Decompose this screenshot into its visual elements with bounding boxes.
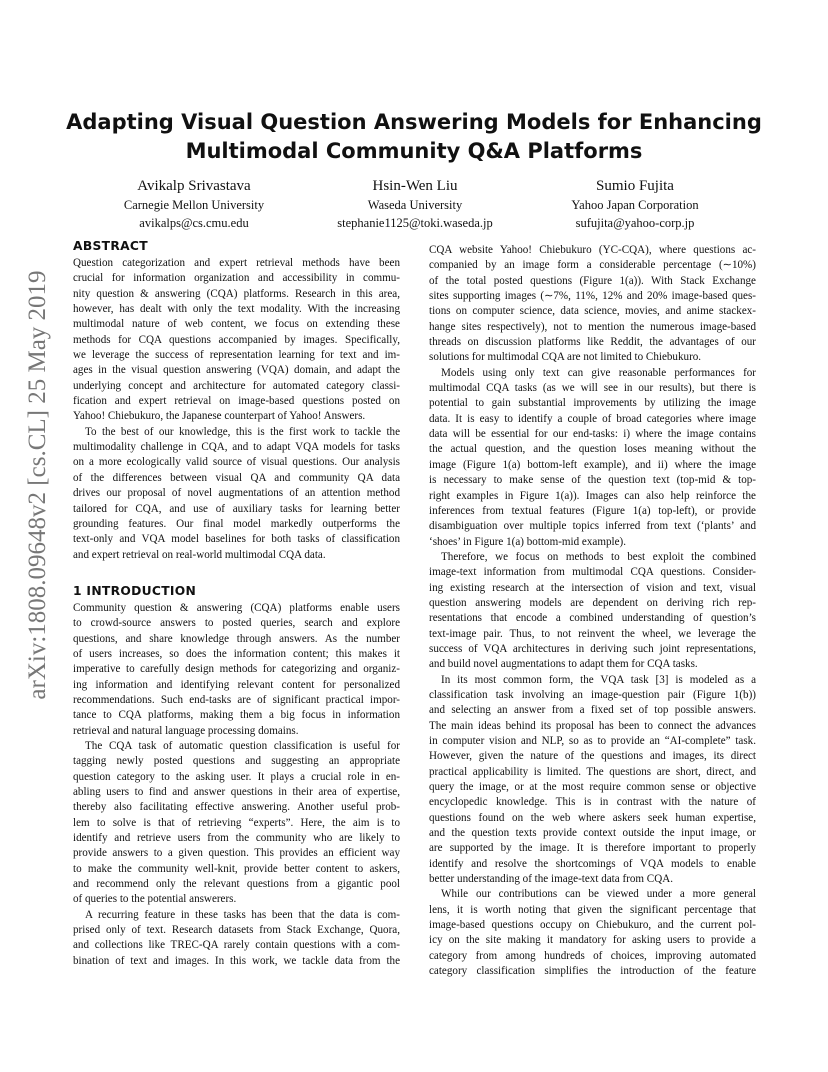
body-line: right examples in Figure 1(a)). Images can also help reinforce the — [429, 489, 756, 502]
intro-line: to make the community well-knit, provide better content to askers, — [73, 862, 400, 875]
body-line: and selecting an answer from a fixed set of top possible answers. — [429, 704, 756, 717]
introduction-heading: 1 INTRODUCTION — [73, 583, 197, 598]
intro-line: ing information and identifying relevant content for personalized — [73, 678, 400, 691]
title-line: Adapting Visual Question Answering Models for Enhancing — [66, 110, 762, 134]
abstract-line: Yahoo! Chiebukuro, the Japanese counterpart of Yahoo! Answers. — [73, 410, 366, 423]
author-block — [520, 176, 750, 232]
body-line: solutions for multimodal CQA are not limited to Chiebukuro. — [429, 351, 702, 364]
body-line: resentations that encode a combined understanding of question’s — [429, 612, 756, 625]
abstract-line: multimodality challenge in CQA, and to adapt VQA models for tasks — [73, 441, 400, 454]
body-line: better understanding of the image-text data from CQA. — [429, 873, 673, 886]
author-affiliation: Carnegie Mellon University — [123, 198, 265, 212]
intro-line: and collections like TREC-QA rarely contain questions with a com- — [73, 939, 400, 952]
body-line: ‘shoes’ in Figure 1(a) bottom-mid example). — [429, 535, 626, 548]
body-line: Therefore, we focus on methods to best exploit the combined — [441, 550, 756, 563]
arxiv-stamp: arXiv:1808.09648v2 [cs.CL] 25 May 2019 — [24, 270, 51, 700]
body-line: practical applicability is limited. The questions are short, direct, and — [429, 765, 756, 778]
intro-line: abling users to find and answer questions in their area of expertise, — [73, 786, 400, 798]
body-line: While our contributions can be viewed under a more general — [441, 888, 756, 901]
author-email: stephanie1125@toki.waseda.jp — [337, 216, 493, 230]
body-line: inferences from textual features (Figure 1(a) top-left), or provide — [429, 504, 756, 517]
abstract-line: drives our proposal of novel augmentations of an attention method — [73, 487, 400, 500]
body-line: classification task involving an image-question pair (Figure 1(b)) — [429, 688, 756, 701]
body-line: disambiguation over multiple topics inferred from text (‘plants’ and — [429, 520, 756, 533]
abstract-line: grounding features. Our final model markedly outperforms the — [73, 517, 400, 530]
author-affiliation: Yahoo Japan Corporation — [571, 198, 699, 212]
body-line: the actual question, and the question loses meaning without the — [429, 443, 756, 456]
abstract-heading: ABSTRACT — [73, 239, 148, 253]
body-line: questions found on the web where askers seek human expertise, — [429, 811, 756, 824]
body-line: The main ideas behind its proposal has been to connect the advances — [429, 719, 756, 732]
intro-line: questions, and share knowledge through answers. As the number — [73, 632, 400, 645]
author-email: sufujita@yahoo-corp.jp — [575, 216, 695, 230]
body-line: ing existing research at the intersection of vision and text, visual — [429, 581, 756, 594]
body-line: are supported by the image. It is therefore important to properly — [429, 842, 756, 855]
body-line: question answering models are dependent on deriving rich rep- — [429, 596, 756, 609]
intro-line: retrieval and natural language processing domains. — [73, 724, 299, 737]
intro-line: of users increases, so does the information content; this makes it — [73, 647, 400, 660]
body-line: Models using only text can give reasonable performances for — [441, 366, 756, 379]
intro-line: question category to the asking user. It plays a crucial role in en- — [73, 770, 400, 783]
abstract-line: crucial for information organization and accessibility in commu- — [73, 272, 400, 285]
body-line: CQA website Yahoo! Chiebukuro (YC-CQA), where questions ac- — [429, 244, 756, 256]
abstract-line: on a more ecologically valid source of visual questions. Our analysis — [73, 456, 400, 469]
arxiv-sidebar — [20, 270, 56, 700]
body-line: lens, it is worth noting that given the significant percentage that — [429, 903, 756, 916]
abstract-line: however, has dealt with only the text modality. With the increasing — [73, 303, 400, 316]
intro-line: of queries to the potential answerers. — [73, 893, 237, 906]
body-line: encyclopedic knowledge. This is in contrast with the nature of — [429, 796, 756, 809]
intro-line: thereby also facilitating effective answering. Another useful prob- — [73, 801, 400, 814]
intro-line: bination of text and images. In this work, we tackle data from the — [73, 954, 400, 967]
abstract-line: of the differences between visual QA and community QA data — [73, 471, 400, 484]
intro-line: Community question & answering (CQA) platforms enable users — [73, 601, 400, 614]
body-line: image-text information from multimodal CQA questions. Consider- — [429, 566, 756, 579]
body-line: category classification simplifies the introduction of the feature — [429, 965, 756, 978]
intro-line: tance to CQA platforms, making them a big focus in information — [73, 709, 400, 722]
intro-line: lem to solve is that of retrieving “experts”. Here, the aim is to — [73, 816, 400, 829]
body-line: In its most common form, the VQA task [3] is modeled as a — [441, 673, 756, 686]
author-name: Hsin-Wen Liu — [372, 178, 458, 194]
title-line: Multimodal Community Q&A Platforms — [185, 139, 643, 163]
intro-line: provide answers to a given question. This provides an efficient way — [73, 847, 400, 860]
author-name: Avikalp Srivastava — [137, 178, 251, 194]
paper-title — [0, 108, 828, 166]
body-line: of the total posted questions (Figure 1(a)). With Stack Exchange — [429, 274, 756, 287]
body-line: is necessary to make sense of the question text (top-mid & top- — [429, 474, 756, 487]
body-line: potential to gain substantial improvements by utilizing the image — [429, 397, 756, 410]
body-line: multimodal CQA tasks (as we will see in our results), but there is — [429, 382, 756, 395]
body-line: image-based questions occupy on Chiebukuro, and the current pol- — [429, 919, 756, 932]
intro-line: prised only of text. Research datasets from Stack Exchange, Quora, — [73, 924, 400, 937]
abstract-line: we leverage the success of representation learning for text and im- — [73, 349, 400, 362]
left-column — [73, 238, 400, 969]
body-line: success of VQA architectures in deriving such joint representations, — [429, 642, 756, 655]
intro-line: identify and retrieve users from the community who are likely to — [73, 832, 400, 845]
body-line: query the image, or at the most require common sense or objective — [429, 781, 756, 794]
body-line: in computer vision and NLP, so as to provide an “AI-complete” task. — [429, 735, 756, 747]
body-line: icy on the site making it mandatory for asking users to provide a — [429, 934, 756, 947]
body-line: text-image pair. Thus, to not reinvent the wheel, we leverage the — [429, 627, 756, 640]
body-line: hange sites respectively), not to mention the numerous image-based — [429, 320, 756, 333]
abstract-body — [73, 256, 400, 563]
abstract-line: underlying concept and architecture for automated category classi- — [73, 379, 400, 392]
right-column — [429, 243, 756, 980]
abstract-line: methods for CQA questions accompanied by images. Specifically, — [73, 333, 400, 346]
author-block — [300, 176, 530, 232]
body-line: image (Figure 1(a) bottom-left example), and ii) where the image — [429, 458, 756, 471]
abstract-line: and expert retrieval on real-world multimodal CQA data. — [73, 548, 326, 561]
abstract-line: text-only and VQA model baselines for both tasks of classification — [73, 533, 400, 546]
author-name: Sumio Fujita — [596, 178, 674, 194]
abstract-line: tailored for CQA, and use of auxiliary tasks for learning better — [73, 502, 400, 515]
body-line: tions on computer science, data science, movies, and anime stackex- — [429, 305, 756, 318]
body-line: identify and resolve the shortcomings of VQA models to enable — [429, 857, 756, 870]
body-line: data will be essential for our end-tasks: i) where the image contains — [429, 428, 756, 441]
body-line: category from among hundreds of choices, improving automated — [429, 949, 756, 962]
intro-line: to crowd-source answers to posted queries, search and explore — [73, 617, 400, 630]
body-line: data. It is easy to identify a couple of broad categories where image — [429, 412, 756, 425]
author-email: avikalps@cs.cmu.edu — [139, 216, 249, 230]
body-line: and the question texts provide context outside the input image, or — [429, 827, 756, 840]
body-line: However, given the nature of the questions and images, its direct — [429, 750, 756, 763]
intro-line: tagging newly posted questions and suggesting an appropriate — [73, 755, 400, 768]
abstract-line: Question categorization and expert retrieval methods have been — [73, 257, 400, 269]
abstract-line: nity question & answering (CQA) platforms. Research in this area, — [73, 287, 400, 300]
introduction-body — [73, 601, 400, 969]
intro-line: and recommend only the relevant questions from a gigantic pool — [73, 878, 400, 891]
author-block — [79, 176, 309, 232]
intro-line: A recurring feature in these tasks has been that the data is com- — [85, 908, 400, 921]
abstract-line: To the best of our knowledge, this is the first work to tackle the — [85, 425, 400, 438]
author-affiliation: Waseda University — [367, 198, 463, 212]
abstract-line: fication and expert retrieval on image-based questions posted on — [73, 395, 400, 408]
abstract-line: multimodal nature of web content, we focus on extending these — [73, 318, 400, 331]
body-line: threads on discussion platforms like Reddit, the advantages of our — [429, 336, 756, 349]
abstract-line: ages in the visual question answering (VQA) domain, and adapt the — [73, 364, 400, 377]
body-line: sites supporting images (∼7%, 11%, 12% and 20% image-based ques- — [429, 290, 756, 303]
intro-line: The CQA task of automatic question classification is useful for — [85, 739, 400, 752]
intro-line: recommendations. Such end-tasks are of significant practical impor- — [73, 693, 400, 706]
intro-line: imperative to carefully design methods for categorizing and organiz- — [73, 663, 400, 676]
body-line: companied by an image form a considerable percentage (∼10%) — [429, 259, 756, 272]
body-line: and build novel augmentations to adapt them for CQA tasks. — [429, 658, 698, 671]
